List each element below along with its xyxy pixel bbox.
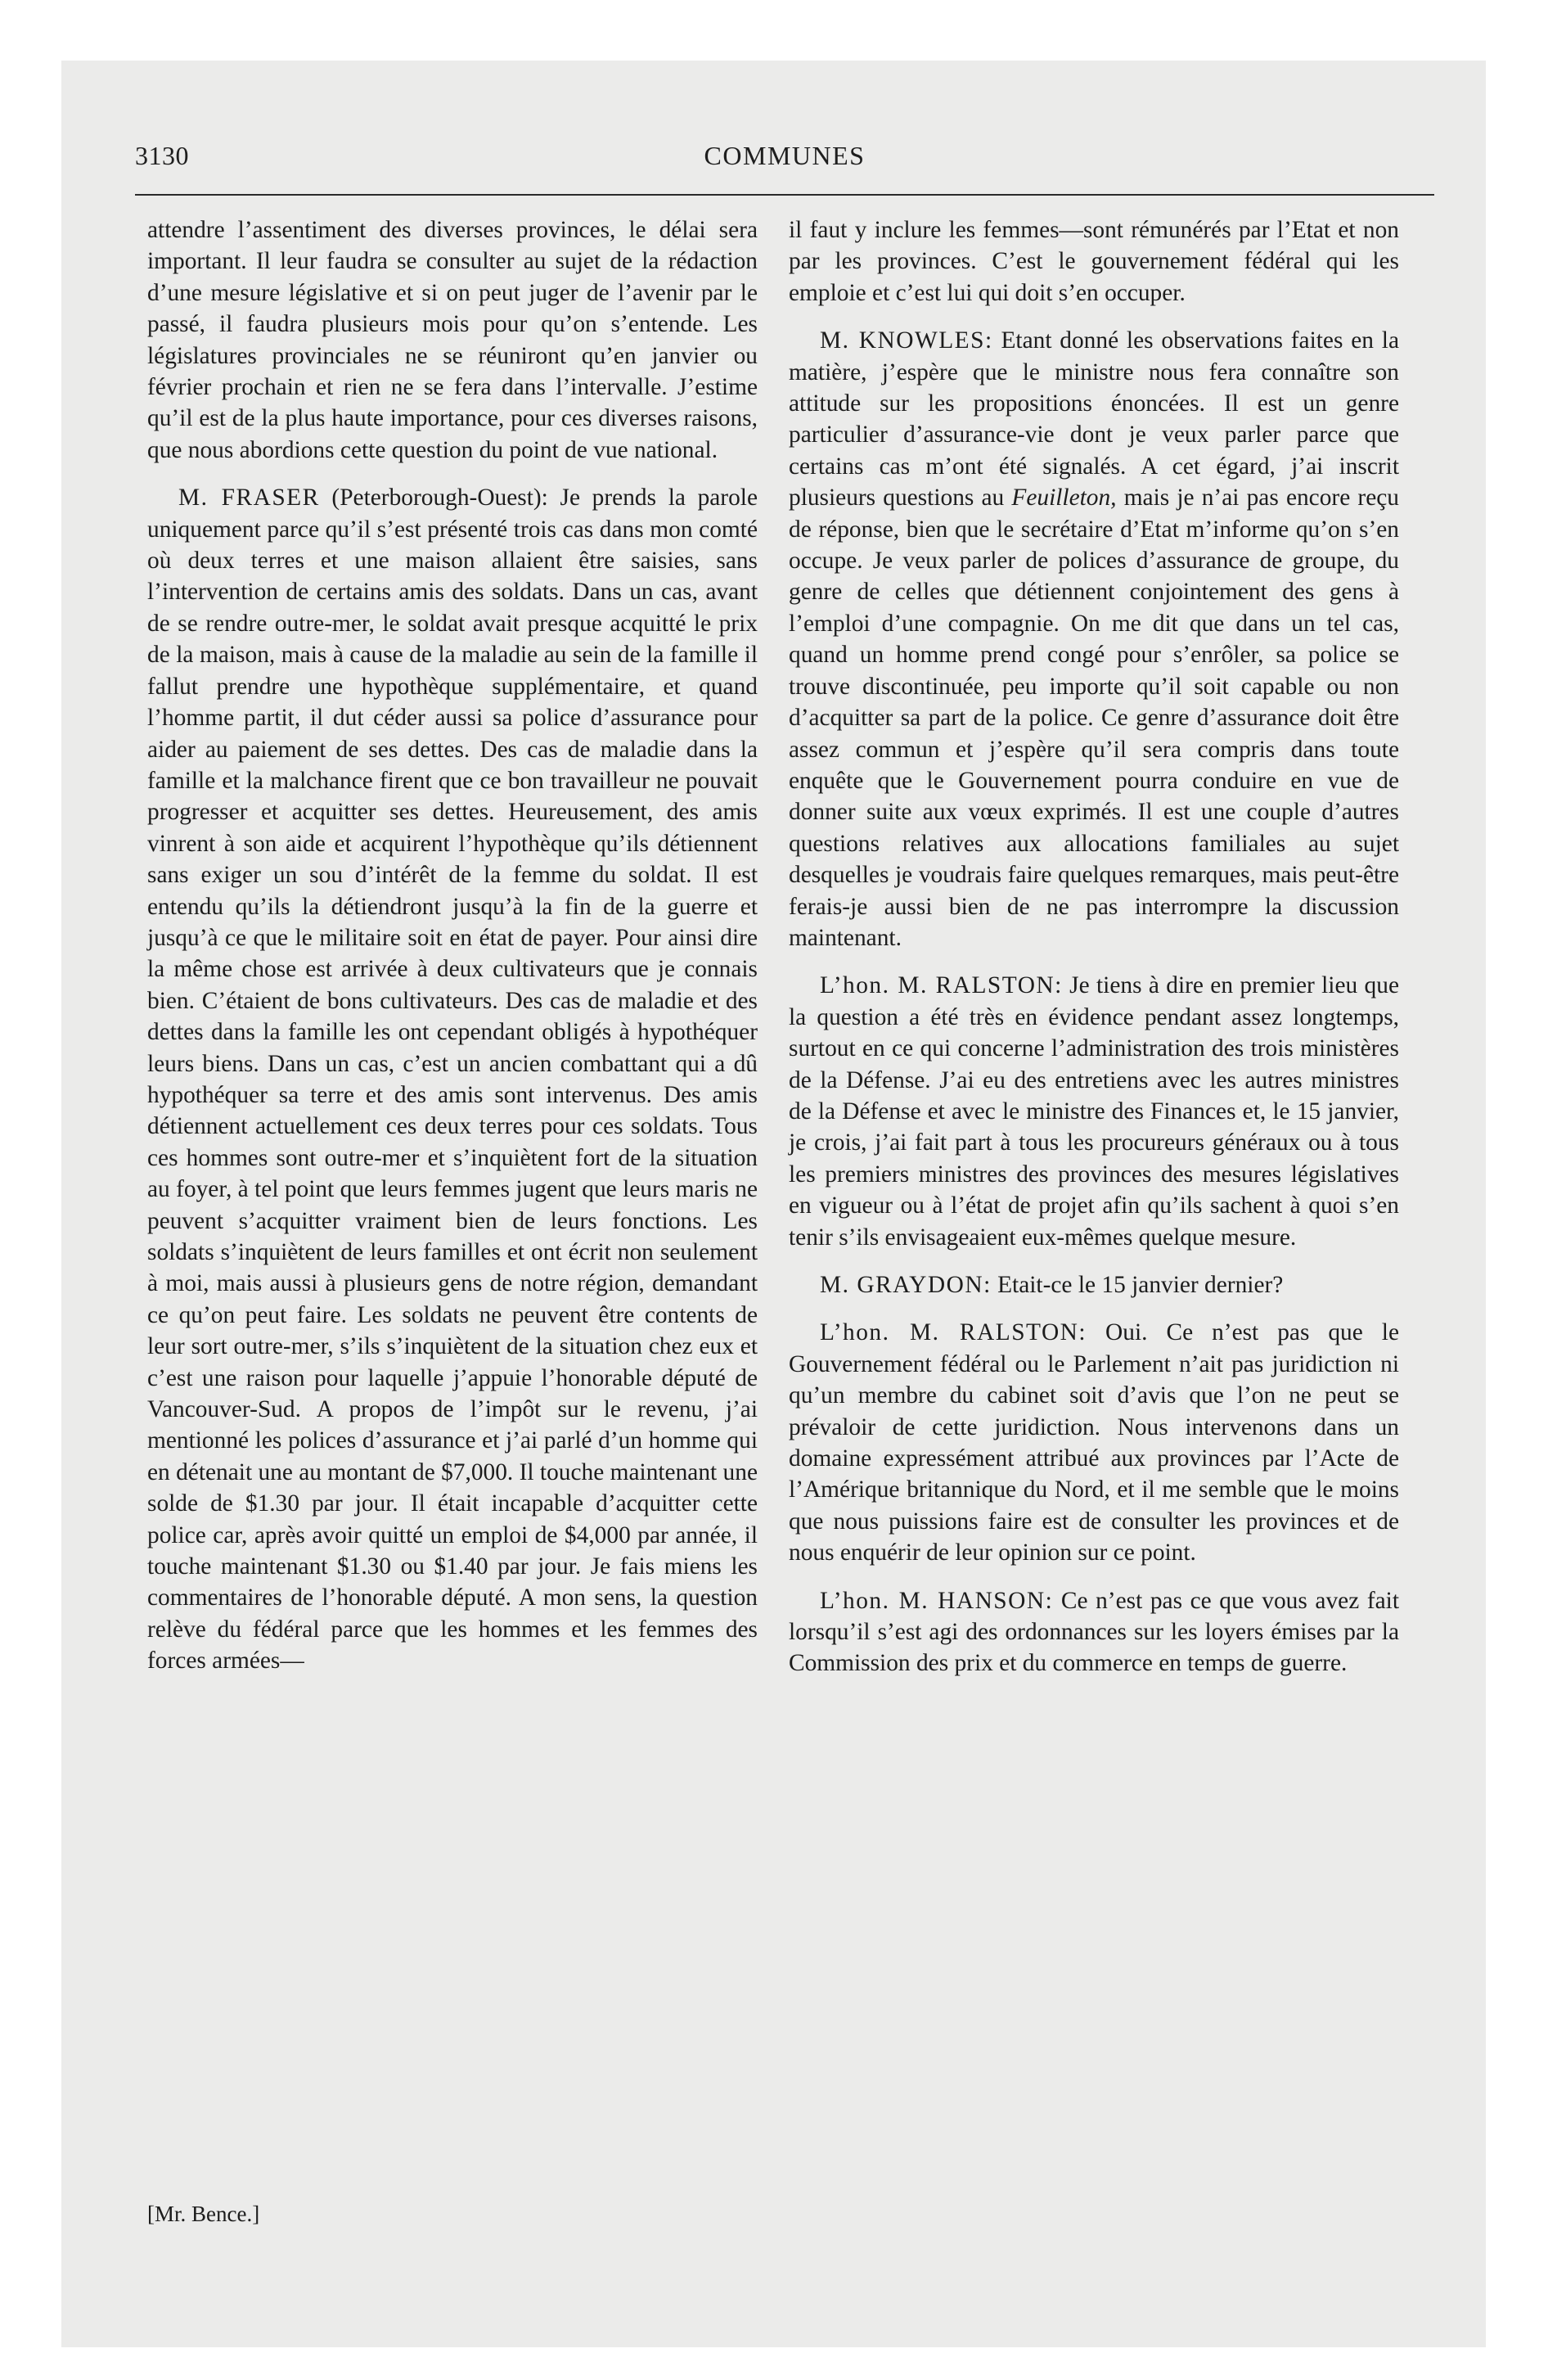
paragraph-text: attendre l’assentiment des diverses provinces, le délai sera important. Il leur faudra se consulter au sujet de la rédaction d’une mesure législative et si on peut juger de l’avenir par le passé, il faudra plusieurs mois pour qu’on s’entende. Les législatures provinciales ne se réuniront qu’en janvier ou février prochain et rien ne se fera dans l’intervalle. J’estime qu’il est de la plus haute importance, pour ces diverses raisons, que nous abordions cette question du point de vue national.: [147, 217, 758, 463]
paragraph-text: Ce n’est pas ce que vous avez fait lorsqu’il s’est agi des ordonnances sur les loyers émises par la Commission des prix et du commerce en temps de guerre.: [789, 1587, 1399, 1677]
paragraph-text: il faut y inclure les femmes—sont rémunérés par l’Etat et non par les provinces. C’est le gouvernement fédéral qui les emploie et c’est lui qui doit s’en occuper.: [789, 217, 1399, 306]
paragraph-text: Oui. Ce n’est pas que le Gouvernement fédéral ou le Parlement n’ait pas juridiction ni qu’un membre du cabinet soit d’avis que l’on ne peut se prévaloir de cette juridiction. Nous intervenons dans un domaine expressément attribué aux provinces par l’Acte de l’Amérique britannique du Nord, et il me semble que le moins que nous puissions faire est de consulter les provinces et de nous enquérir de leur opinion sur ce point.: [789, 1319, 1399, 1566]
paragraph-text: Etait-ce le 15 janvier dernier?: [991, 1272, 1284, 1298]
right-column: [789, 214, 1399, 1696]
speaker-name: M. FRASER: [178, 485, 320, 512]
page-header: [135, 141, 1434, 193]
page-number: 3130: [135, 141, 189, 170]
header-rule: [135, 194, 1434, 196]
paragraph: [789, 1317, 1399, 1568]
paragraph: [789, 214, 1399, 309]
speaker-signature: [Mr. Bence.]: [147, 2202, 260, 2226]
paragraph: [789, 325, 1399, 953]
paragraph-text: mais je n’ai pas encore reçu de réponse, bien que le secrétaire d’Etat m’informe qu’on s’en occupe. Je veux parler de polices d’assurance de groupe, du genre de celles que détiennent conjointement des gens à l’emploi d’une compagnie. On me dit que dans un tel cas, quand un homme prend congé pour s’enrôler, sa police se trouve discontinuée, peu importe qu’il soit capable ou non d’acquitter sa part de la police. Ce genre d’assurance doit être assez commun et j’espère qu’il sera compris dans toute enquête que le Gouvernement pourra conduire en vue de donner suite aux vœux exprimés. Il est une couple d’autres questions relatives aux allocations familiales au sujet desquelles je voudrais faire quelques remarques, mais peut-être ferais-je aussi bien de ne pas interrompre la discussion maintenant.: [789, 485, 1399, 951]
speaker-name: M. KNOWLES:: [820, 327, 993, 354]
paragraph: [147, 214, 758, 466]
speaker-name: L’hon. M. RALSTON:: [820, 1319, 1087, 1346]
paragraph: [789, 1269, 1399, 1300]
paragraph-text: Etant donné les observations faites en la matière, j’espère que le ministre nous fera connaître son attitude sur les propositions énoncées. Il est un genre particulier d’assurance-vie dont je veux parler parce que certains cas m’ont été signalés. A cet égard, j’ai inscrit plusieurs questions au: [789, 327, 1399, 512]
paragraph: [789, 1585, 1399, 1679]
paragraph: [789, 970, 1399, 1253]
paragraph: [147, 482, 758, 1676]
left-column: [147, 214, 758, 1693]
page-title: COMMUNES: [704, 141, 866, 170]
speaker-name: L’hon. M. RALSTON:: [820, 972, 1063, 999]
speaker-name: M. GRAYDON:: [820, 1272, 992, 1298]
paragraph-text: (Peterborough-Ouest): Je prends la parole uniquement parce qu’il s’est présenté trois cas dans mon comté où deux terres et une maison allaient être saisies, sans l’intervention de certains amis des soldats. Dans un cas, avant de se rendre outre-mer, le soldat avait presque acquitté le prix de la maison, mais à cause de la maladie au sein de la famille il fallut prendre une hypothèque supplémentaire, et quand l’homme partit, il dut céder aussi sa police d’assurance pour aider au paiement de ses dettes. Des cas de maladie dans la famille et la malchance firent que ce bon travailleur ne pouvait progresser et acquitter ses dettes. Heureusement, des amis vinrent à son aide et acquirent l’hypothèque qu’ils détiennent sans exiger un sou d’intérêt de la femme du soldat. Il est entendu qu’ils la détiendront jusqu’à la fin de la guerre et jusqu’à ce que le militaire soit en état de payer. Pour ainsi dire la même chose est arrivée à deux cultivateurs que je connais bien. C’étaient de bons cultivateurs. Des cas de maladie et des dettes dans la famille les ont cependant obligés à hypothéquer leurs biens. Dans un cas, c’est un ancien combattant qui a dû hypothéquer sa terre et des amis sont intervenus. Des amis détiennent actuellement ces deux terres pour ces soldats. Tous ces hommes sont outre-mer et s’inquiètent fort de la situation au foyer, à tel point que leurs femmes jugent que leurs maris ne peuvent s’acquitter vraiment bien de leurs fonctions. Les soldats s’inquiètent de leurs familles et ont écrit non seulement à moi, mais aussi à plusieurs gens de notre région, demandant ce qu’on peut faire. Les soldats ne peuvent être contents de leur sort outre-mer, s’ils s’inquiètent de la situation chez eux et c’est une raison pour laquelle j’appuie l’honorable député de Vancouver-Sud. A propos de l’impôt sur le revenu, j’ai mentionné les polices d’assurance et j’ai parlé d’un homme qui en détenait une au montant de $7,000. Il touche maintenant une solde de $1.30 par jour. Il était incapable d’acquitter cette police car, après avoir quitté un emploi de $4,000 par année, il touche maintenant $1.30 ou $1.40 par jour. Je fais miens les commentaires de l’honorable député. A mon sens, la question relève du fédéral parce que les hommes et les femmes des forces armées—: [147, 485, 758, 1675]
italic-text: Feuilleton,: [1011, 485, 1117, 512]
paragraph-text: Je tiens à dire en premier lieu que la question a été très en évidence pendant assez longtemps, surtout en ce qui concerne l’administration des trois ministères de la Défense. J’ai eu des entretiens avec les autres ministres de la Défense et avec le ministre des Finances et, le 15 janvier, je crois, j’ai fait part à tous les procureurs généraux ou à tous les premiers ministres des provinces des mesures législatives en vigueur ou à l’état de projet afin qu’ils sachent à quoi s’en tenir s’ils envisageaient eux-mêmes quelque mesure.: [789, 972, 1399, 1251]
speaker-name: L’hon. M. HANSON:: [820, 1587, 1054, 1614]
